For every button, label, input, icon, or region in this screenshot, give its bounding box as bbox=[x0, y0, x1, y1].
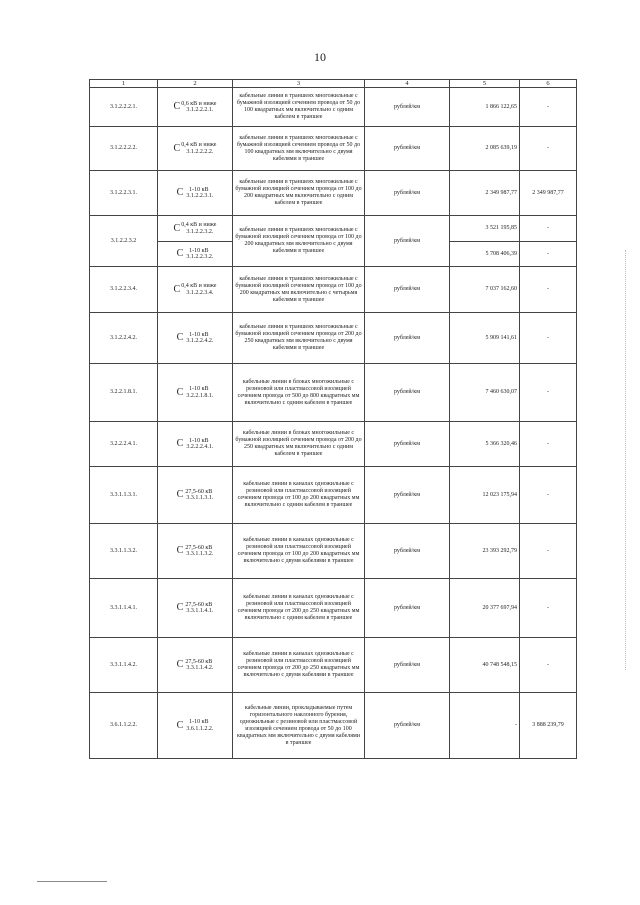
line-description: кабельные линии в траншеях многожильные с бумажной изоляцией сечением провода от 50 до 100 квадратных мм включительно с двумя кабелями в траншее bbox=[233, 127, 365, 171]
formula-index: 3.1.2.2.3.4. bbox=[186, 289, 214, 296]
voltage-class: 27,5-60 кВ bbox=[185, 488, 213, 495]
line-description: кабельные линии в траншеях многожильные с бумажной изоляцией сечением провода от 100 до 200 квадратных мм включительно с двумя кабелями в траншее bbox=[233, 216, 365, 267]
voltage-formula-cell bbox=[158, 524, 233, 579]
formula-index: 3.2.2.1.8.1. bbox=[186, 392, 214, 399]
column-number: 5 bbox=[450, 80, 520, 88]
c-symbol: C bbox=[176, 248, 184, 259]
item-code: 3.1.2.2.3.2 bbox=[90, 216, 158, 267]
rate-value-alt: - bbox=[520, 579, 577, 638]
c-symbol: C bbox=[176, 187, 184, 198]
table-row bbox=[90, 467, 577, 524]
rate-value: - bbox=[450, 693, 520, 759]
voltage-formula bbox=[174, 101, 217, 114]
formula-index: 3.2.2.2.4.1. bbox=[186, 444, 214, 450]
voltage-formula bbox=[174, 142, 217, 155]
voltage-formula bbox=[177, 659, 214, 672]
voltage-class: 1-10 кВ bbox=[189, 437, 209, 444]
table-row bbox=[90, 88, 577, 127]
formula-index: 3.1.2.2.3.2. bbox=[186, 228, 214, 235]
voltage-class: 0,4 кВ и ниже bbox=[181, 142, 217, 148]
rate-value-alt: - bbox=[520, 242, 577, 267]
item-code: 3.1.2.2.3.4. bbox=[90, 267, 158, 313]
c-symbol: C bbox=[176, 489, 184, 500]
voltage-formula bbox=[177, 602, 214, 615]
unit-cell: рублей/км bbox=[365, 313, 450, 364]
line-description: кабельные линии в траншеях многожильные с бумажной изоляцией сечением провода от 100 до 200 квадратных мм включительно с четырьмя кабелями в траншее bbox=[233, 267, 365, 313]
voltage-class: 0,4 кВ и ниже bbox=[181, 222, 217, 228]
voltage-class: 0,4 кВ и ниже bbox=[181, 283, 217, 289]
unit-cell: рублей/км bbox=[365, 638, 450, 693]
voltage-formula bbox=[177, 386, 214, 399]
voltage-formula-cell bbox=[158, 313, 233, 364]
item-code: 3.2.2.1.8.1. bbox=[90, 364, 158, 422]
voltage-formula bbox=[174, 283, 217, 296]
item-code: 3.1.2.2.2.2. bbox=[90, 127, 158, 171]
c-symbol: C bbox=[176, 602, 184, 613]
voltage-class: 27,5-60 кВ bbox=[185, 658, 213, 665]
rate-value-alt: - bbox=[520, 364, 577, 422]
table-row bbox=[90, 127, 577, 171]
c-symbol: C bbox=[176, 545, 184, 556]
formula-index: 3.6.1.1.2.2. bbox=[186, 725, 214, 732]
table-row bbox=[90, 638, 577, 693]
rate-value: 12 023 175,94 bbox=[450, 467, 520, 524]
voltage-class: 0,6 кВ и ниже bbox=[181, 100, 217, 107]
voltage-formula bbox=[177, 545, 214, 558]
voltage-class: 27,5-60 кВ bbox=[185, 544, 213, 551]
rate-value-alt: - bbox=[520, 524, 577, 579]
voltage-formula-cell bbox=[158, 242, 233, 267]
formula-index: 3.3.1.1.4.1. bbox=[186, 608, 214, 614]
rate-value: 23 393 292,79 bbox=[450, 524, 520, 579]
voltage-formula bbox=[177, 719, 214, 732]
rate-value-alt: - bbox=[520, 467, 577, 524]
voltage-formula bbox=[177, 248, 214, 261]
unit-cell: рублей/км bbox=[365, 422, 450, 467]
rate-value-alt: - bbox=[520, 422, 577, 467]
page-number: 10 bbox=[314, 50, 326, 64]
rate-value: 5 909 141,61 bbox=[450, 313, 520, 364]
rate-value: 5 366 320,46 bbox=[450, 422, 520, 467]
rate-value-alt: - bbox=[520, 127, 577, 171]
line-description: кабельные линии в траншеях многожильные с бумажной изоляцией сечением провода от 50 до 100 квадратных мм включительно с одним кабелем в траншее bbox=[233, 88, 365, 127]
table-row bbox=[90, 364, 577, 422]
formula-index: 3.3.1.1.3.1. bbox=[186, 495, 214, 501]
voltage-class: 27,5-60 кВ bbox=[185, 601, 213, 608]
unit-cell: рублей/км bbox=[365, 467, 450, 524]
unit-cell: рублей/км bbox=[365, 579, 450, 638]
c-symbol: C bbox=[176, 438, 184, 449]
rate-value: 5 708 406,39 bbox=[450, 242, 520, 267]
voltage-formula-cell bbox=[158, 579, 233, 638]
line-description: кабельные линии в блоках многожильные с бумажной изоляцией сечением провода от 200 до 250 квадратных мм включительно с одним кабелем в траншее bbox=[233, 422, 365, 467]
rate-value: 40 748 548,15 bbox=[450, 638, 520, 693]
voltage-formula-cell bbox=[158, 364, 233, 422]
item-code: 3.1.2.2.4.2. bbox=[90, 313, 158, 364]
table-row bbox=[90, 216, 577, 242]
table-row bbox=[90, 313, 577, 364]
line-description: кабельные линии в каналах одножильные с резиновой или пластмассовой изоляцией сечением провода от 100 до 200 квадратных мм включительно с двумя кабелями в траншее bbox=[233, 524, 365, 579]
rate-value: 1 866 122,65 bbox=[450, 88, 520, 127]
rate-value-alt: 3 888 239,79 bbox=[520, 693, 577, 759]
voltage-formula-cell bbox=[158, 88, 233, 127]
unit-cell: рублей/км bbox=[365, 364, 450, 422]
voltage-class: 1-10 кВ bbox=[189, 386, 209, 392]
voltage-formula bbox=[177, 332, 214, 345]
formula-index: 3.1.2.2.3.2. bbox=[186, 254, 214, 260]
footer-line bbox=[37, 881, 107, 882]
c-symbol: C bbox=[173, 101, 181, 112]
rate-value-alt: - bbox=[520, 88, 577, 127]
c-symbol: C bbox=[176, 719, 184, 731]
line-description: кабельные линии, прокладываемые путем горизонтального наклонного бурения, одножильные с резиновой или пластмассовой изоляцией сечением провода от 50 до 100 квадратных мм включительно с двумя кабелями в траншее bbox=[233, 693, 365, 759]
item-code: 3.1.2.2.2.1. bbox=[90, 88, 158, 127]
table-row bbox=[90, 579, 577, 638]
c-symbol: C bbox=[176, 659, 184, 670]
line-description: кабельные линии в траншеях многожильные с бумажной изоляцией сечением провода от 100 до 200 квадратных мм включительно с одним кабелем в траншее bbox=[233, 171, 365, 216]
rate-value: 7 460 630,07 bbox=[450, 364, 520, 422]
tariff-table bbox=[89, 79, 577, 759]
voltage-class: 1-10 кВ bbox=[189, 186, 209, 193]
voltage-formula bbox=[177, 489, 214, 502]
voltage-formula-cell bbox=[158, 127, 233, 171]
c-symbol: C bbox=[176, 332, 184, 343]
column-number: 2 bbox=[158, 80, 233, 88]
rate-value: 7 037 162,60 bbox=[450, 267, 520, 313]
column-number: 4 bbox=[365, 80, 450, 88]
voltage-formula-cell bbox=[158, 638, 233, 693]
c-symbol: C bbox=[173, 222, 181, 234]
item-code: 3.3.1.1.4.1. bbox=[90, 579, 158, 638]
scan-edge-mark bbox=[625, 250, 626, 670]
formula-index: 3.1.2.2.3.1. bbox=[186, 193, 214, 199]
line-description: кабельные линии в траншеях многожильные с бумажной изоляцией сечением провода от 200 до 250 квадратных мм включительно с двумя кабелями в траншее bbox=[233, 313, 365, 364]
voltage-class: 1-10 кВ bbox=[189, 247, 209, 254]
line-description: кабельные линии в каналах одножильные с резиновой или пластмассовой изоляцией сечением провода от 200 до 250 квадратных мм включительно с одним кабелем в траншее bbox=[233, 579, 365, 638]
unit-cell: рублей/км bbox=[365, 216, 450, 267]
voltage-class: 1-10 кВ bbox=[189, 331, 209, 338]
unit-cell: рублей/км bbox=[365, 267, 450, 313]
table-row bbox=[90, 422, 577, 467]
rate-value-alt: - bbox=[520, 216, 577, 242]
table-row bbox=[90, 693, 577, 759]
item-code: 3.3.1.1.3.1. bbox=[90, 467, 158, 524]
voltage-formula-cell bbox=[158, 467, 233, 524]
table-row bbox=[90, 171, 577, 216]
unit-cell: рублей/км bbox=[365, 88, 450, 127]
column-number: 1 bbox=[90, 80, 158, 88]
rate-value: 2 085 639,19 bbox=[450, 127, 520, 171]
rate-value: 2 349 987,77 bbox=[450, 171, 520, 216]
unit-cell: рублей/км bbox=[365, 127, 450, 171]
column-number: 3 bbox=[233, 80, 365, 88]
voltage-formula-cell bbox=[158, 693, 233, 759]
item-code: 3.2.2.2.4.1. bbox=[90, 422, 158, 467]
rate-value-alt: 2 349 987,77 bbox=[520, 171, 577, 216]
header-row bbox=[90, 80, 577, 88]
voltage-formula-cell bbox=[158, 216, 233, 242]
rate-value-alt: - bbox=[520, 313, 577, 364]
line-description: кабельные линии в каналах одножильные с резиновой или пластмассовой изоляцией сечением провода от 200 до 250 квадратных мм включительно с двумя кабелями в траншее bbox=[233, 638, 365, 693]
unit-cell: рублей/км bbox=[365, 693, 450, 759]
unit-cell: рублей/км bbox=[365, 524, 450, 579]
formula-index: 3.3.1.1.4.2. bbox=[186, 665, 214, 671]
rate-value: 20 377 697,94 bbox=[450, 579, 520, 638]
c-symbol: C bbox=[173, 283, 181, 295]
rate-value: 3 521 195,85 bbox=[450, 216, 520, 242]
formula-index: 3.1.2.2.2.2. bbox=[186, 148, 214, 155]
voltage-class: 1-10 кВ bbox=[189, 719, 209, 725]
item-code: 3.6.1.1.2.2. bbox=[90, 693, 158, 759]
c-symbol: C bbox=[173, 142, 181, 154]
voltage-formula bbox=[177, 438, 214, 451]
item-code: 3.3.1.1.3.2. bbox=[90, 524, 158, 579]
line-description: кабельные линии в блоках многожильные с резиновой или пластмассовой изоляцией сечением провода от 500 до 800 квадратных мм включительно с одним кабелем в траншее bbox=[233, 364, 365, 422]
item-code: 3.3.1.1.4.2. bbox=[90, 638, 158, 693]
rate-value-alt: - bbox=[520, 638, 577, 693]
line-description: кабельные линии в каналах одножильные с резиновой или пластмассовой изоляцией сечением провода от 100 до 200 квадратных мм включительно с одним кабелем в траншее bbox=[233, 467, 365, 524]
voltage-formula-cell bbox=[158, 267, 233, 313]
column-number: 6 bbox=[520, 80, 577, 88]
voltage-formula-cell bbox=[158, 422, 233, 467]
formula-index: 3.1.2.2.2.1. bbox=[186, 107, 214, 113]
formula-index: 3.1.2.2.4.2. bbox=[186, 338, 214, 344]
table-row bbox=[90, 524, 577, 579]
rate-value-alt: - bbox=[520, 267, 577, 313]
table-row bbox=[90, 267, 577, 313]
formula-index: 3.3.1.1.3.2. bbox=[186, 551, 214, 557]
item-code: 3.1.2.2.3.1. bbox=[90, 171, 158, 216]
c-symbol: C bbox=[176, 386, 184, 398]
voltage-formula-cell bbox=[158, 171, 233, 216]
unit-cell: рублей/км bbox=[365, 171, 450, 216]
voltage-formula bbox=[174, 222, 217, 235]
voltage-formula bbox=[177, 187, 214, 200]
